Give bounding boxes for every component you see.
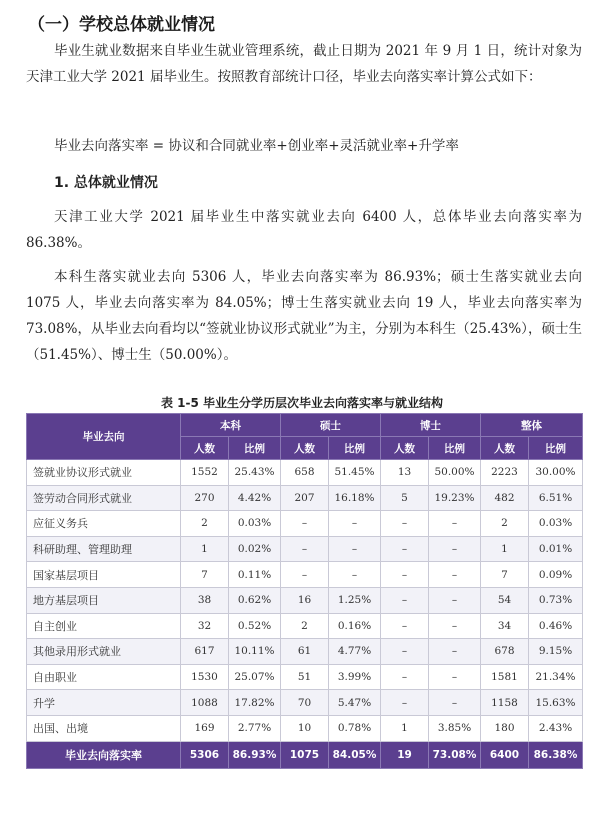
group-header: 博士 — [381, 414, 481, 437]
table-row — [27, 460, 583, 486]
intro-paragraph: 毕业生就业数据来自毕业生就业管理系统，截止日期为 2021 年 9 月 1 日，统计对象为天津工业大学 2021 届毕业生。按照教育部统计口径，毕业去向落实率计算公式如下： — [26, 43, 582, 85]
count-cell: 617 — [181, 639, 229, 665]
count-cell: 1 — [381, 715, 429, 741]
sub-header: 人数 — [481, 437, 529, 460]
count-cell: 1530 — [181, 664, 229, 690]
total-ratio-cell: 84.05% — [329, 741, 381, 768]
count-cell: 1158 — [481, 690, 529, 716]
ratio-cell: 17.82% — [229, 690, 281, 716]
count-cell: 2 — [481, 511, 529, 537]
row-category: 科研助理、管理助理 — [27, 536, 181, 562]
row-category: 地方基层项目 — [27, 587, 181, 613]
count-cell: 7 — [481, 562, 529, 588]
count-cell: 70 — [281, 690, 329, 716]
ratio-cell: 2.77% — [229, 715, 281, 741]
ratio-cell: 0.03% — [229, 511, 281, 537]
group-header: 本科 — [181, 414, 281, 437]
table-row — [27, 536, 583, 562]
count-cell: – — [381, 664, 429, 690]
table-caption: 表 1-5 毕业生分学历层次毕业去向落实率与就业结构 — [160, 396, 444, 410]
row-category: 升学 — [27, 690, 181, 716]
count-cell: 38 — [181, 587, 229, 613]
ratio-cell: 9.15% — [529, 639, 583, 665]
sub-header: 比例 — [429, 437, 481, 460]
ratio-cell: 1.25% — [329, 587, 381, 613]
ratio-cell: – — [429, 587, 481, 613]
ratio-cell: – — [329, 536, 381, 562]
table-row — [27, 639, 583, 665]
total-ratio-cell: 86.93% — [229, 741, 281, 768]
row-category: 国家基层项目 — [27, 562, 181, 588]
count-cell: 270 — [181, 485, 229, 511]
section-title: （一）学校总体就业情况 — [28, 15, 215, 35]
count-cell: 678 — [481, 639, 529, 665]
row-category: 签就业协议形式就业 — [27, 460, 181, 486]
total-count-cell: 19 — [381, 741, 429, 768]
ratio-cell: – — [429, 511, 481, 537]
count-cell: – — [281, 562, 329, 588]
table-row — [27, 613, 583, 639]
ratio-cell: 25.43% — [229, 460, 281, 486]
ratio-cell: 2.43% — [529, 715, 583, 741]
total-count-cell: 5306 — [181, 741, 229, 768]
ratio-cell: 10.11% — [229, 639, 281, 665]
ratio-cell: 6.51% — [529, 485, 583, 511]
table-row — [27, 511, 583, 537]
count-cell: 207 — [281, 485, 329, 511]
sub-header: 比例 — [329, 437, 381, 460]
group-header: 硕士 — [281, 414, 381, 437]
count-cell: 1581 — [481, 664, 529, 690]
table-row — [27, 587, 583, 613]
ratio-cell: 0.09% — [529, 562, 583, 588]
table-row — [27, 485, 583, 511]
count-cell: 51 — [281, 664, 329, 690]
ratio-cell: 0.03% — [529, 511, 583, 537]
count-cell: – — [281, 536, 329, 562]
ratio-cell: 25.07% — [229, 664, 281, 690]
count-cell: 180 — [481, 715, 529, 741]
group-header-row — [27, 414, 583, 437]
ratio-cell: – — [429, 536, 481, 562]
ratio-cell: – — [329, 562, 381, 588]
table-row — [27, 664, 583, 690]
total-label: 毕业去向落实率 — [27, 741, 181, 768]
row-category: 应征义务兵 — [27, 511, 181, 537]
subsection-title: 1. 总体就业情况 — [54, 175, 158, 191]
table-row — [27, 690, 583, 716]
table-body — [27, 460, 583, 769]
count-cell: – — [381, 587, 429, 613]
count-cell: 34 — [481, 613, 529, 639]
count-cell: 169 — [181, 715, 229, 741]
count-cell: – — [381, 690, 429, 716]
total-ratio-cell: 73.08% — [429, 741, 481, 768]
count-cell: – — [381, 562, 429, 588]
count-cell: – — [281, 511, 329, 537]
total-count-cell: 6400 — [481, 741, 529, 768]
formula-line: 毕业去向落实率 = 协议和合同就业率+创业率+灵活就业率+升学率 — [54, 138, 459, 154]
ratio-cell: 21.34% — [529, 664, 583, 690]
sub-header: 人数 — [381, 437, 429, 460]
row-category: 签劳动合同形式就业 — [27, 485, 181, 511]
ratio-cell: 3.85% — [429, 715, 481, 741]
row-category: 其他录用形式就业 — [27, 639, 181, 665]
total-count-cell: 1075 — [281, 741, 329, 768]
count-cell: 54 — [481, 587, 529, 613]
count-cell: 32 — [181, 613, 229, 639]
row-category: 出国、出境 — [27, 715, 181, 741]
count-cell: 482 — [481, 485, 529, 511]
ratio-cell: 0.02% — [229, 536, 281, 562]
ratio-cell: 51.45% — [329, 460, 381, 486]
count-cell: 10 — [281, 715, 329, 741]
ratio-cell: 15.63% — [529, 690, 583, 716]
ratio-cell: 0.52% — [229, 613, 281, 639]
count-cell: 5 — [381, 485, 429, 511]
count-cell: – — [381, 639, 429, 665]
count-cell: 13 — [381, 460, 429, 486]
ratio-cell: 3.99% — [329, 664, 381, 690]
count-cell: 2 — [281, 613, 329, 639]
count-cell: – — [381, 536, 429, 562]
group-header: 整体 — [481, 414, 583, 437]
count-cell: 2 — [181, 511, 229, 537]
sub-header: 人数 — [181, 437, 229, 460]
ratio-cell: 16.18% — [329, 485, 381, 511]
ratio-cell: 0.11% — [229, 562, 281, 588]
ratio-cell: – — [429, 690, 481, 716]
ratio-cell: – — [429, 562, 481, 588]
ratio-cell: – — [429, 639, 481, 665]
ratio-cell: 19.23% — [429, 485, 481, 511]
ratio-cell: 0.78% — [329, 715, 381, 741]
ratio-cell: 0.16% — [329, 613, 381, 639]
count-cell: – — [381, 613, 429, 639]
count-cell: 7 — [181, 562, 229, 588]
ratio-cell: – — [429, 613, 481, 639]
count-cell: 61 — [281, 639, 329, 665]
ratio-cell: 30.00% — [529, 460, 583, 486]
sub-header: 人数 — [281, 437, 329, 460]
count-cell: 1 — [181, 536, 229, 562]
ratio-cell: – — [329, 511, 381, 537]
ratio-cell: 4.42% — [229, 485, 281, 511]
count-cell: 16 — [281, 587, 329, 613]
count-cell: 2223 — [481, 460, 529, 486]
ratio-cell: 4.77% — [329, 639, 381, 665]
ratio-cell: 0.46% — [529, 613, 583, 639]
count-cell: 658 — [281, 460, 329, 486]
count-cell: 1552 — [181, 460, 229, 486]
row-category: 自由职业 — [27, 664, 181, 690]
employment-table — [26, 413, 583, 769]
sub-header: 比例 — [529, 437, 583, 460]
row-category: 自主创业 — [27, 613, 181, 639]
count-cell: 1 — [481, 536, 529, 562]
total-row — [27, 741, 583, 768]
ratio-cell: 5.47% — [329, 690, 381, 716]
ratio-cell: – — [429, 664, 481, 690]
overall-paragraph: 天津工业大学 2021 届毕业生中落实就业去向 6400 人，总体毕业去向落实率为 86.38%。 — [26, 209, 582, 251]
count-cell: – — [381, 511, 429, 537]
ratio-cell: 0.62% — [229, 587, 281, 613]
corner-header: 毕业去向 — [27, 414, 181, 460]
level-paragraph: 本科生落实就业去向 5306 人，毕业去向落实率为 86.93%；硕士生落实就业去向 1075 人，毕业去向落实率为 84.05%；博士生落实就业去向 19 人，毕业去向落实率为 73.08%，从毕业去向看均以“签就业协议形式就业”为主，分别为本科生（25.43%），硕士生（51.45%）、博士生（50.00%）。 — [26, 269, 582, 363]
count-cell: 1088 — [181, 690, 229, 716]
ratio-cell: 0.01% — [529, 536, 583, 562]
total-ratio-cell: 86.38% — [529, 741, 583, 768]
ratio-cell: 0.73% — [529, 587, 583, 613]
sub-header: 比例 — [229, 437, 281, 460]
table-row — [27, 562, 583, 588]
ratio-cell: 50.00% — [429, 460, 481, 486]
table-row — [27, 715, 583, 741]
